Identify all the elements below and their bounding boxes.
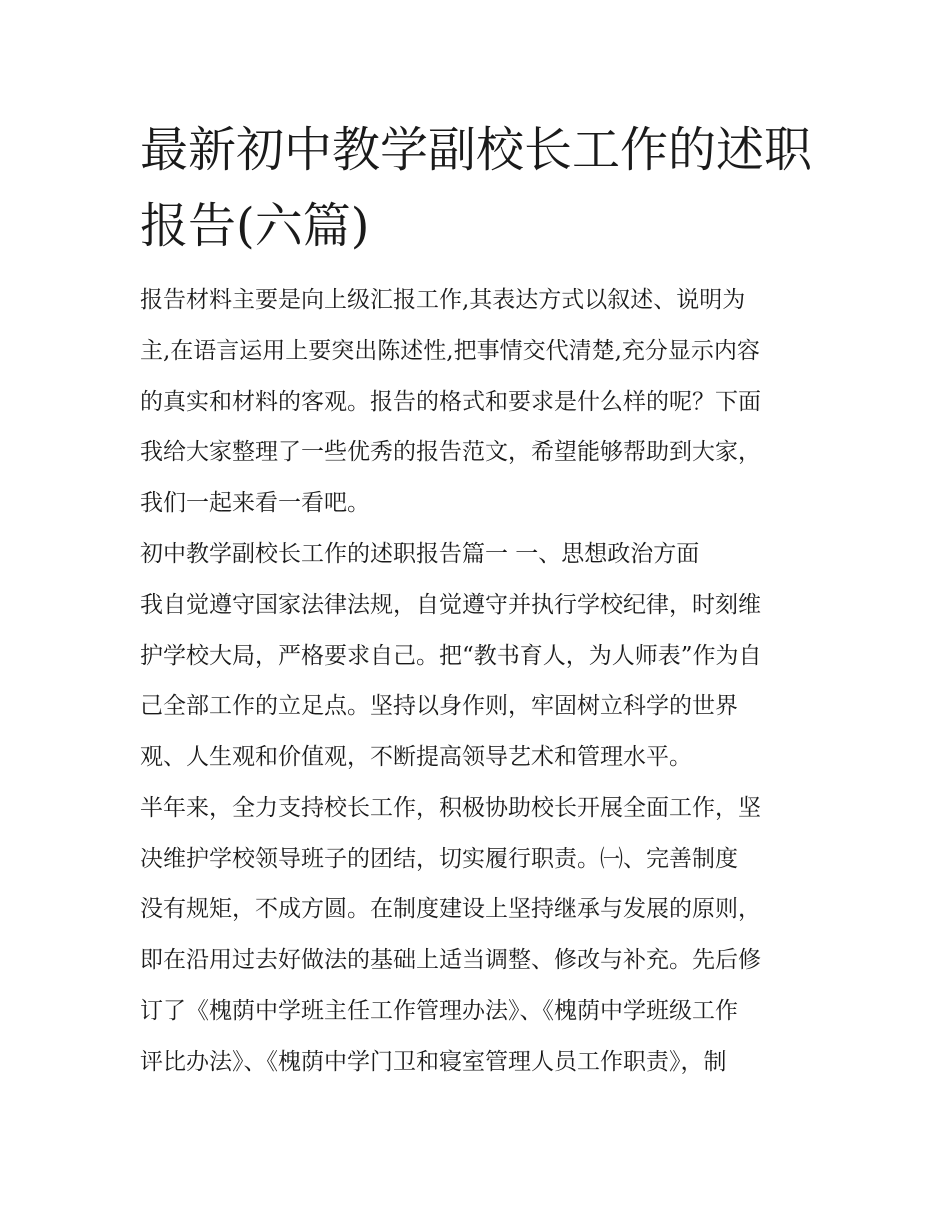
- body-line: 报告材料主要是向上级汇报工作,其表达方式以叙述、说明为: [140, 287, 746, 313]
- body-line: 评比办法》、《槐荫中学门卫和寝室管理人员工作职责》，制: [140, 1049, 727, 1075]
- body-line: 我给大家整理了一些优秀的报告范文，希望能够帮助到大家，: [140, 439, 761, 465]
- body-line: 我们一起来看一看吧。: [140, 490, 370, 516]
- body-line: 护学校大局，严格要求自己。把“教书育人，为人师表”作为自: [140, 643, 762, 669]
- body-line: 即在沿用过去好做法的基础上适当调整、修改与补充。先后修: [140, 947, 761, 973]
- body-line: 观、人生观和价值观，不断提高领导艺术和管理水平。: [140, 744, 692, 770]
- section-heading-line: 初中教学副校长工作的述职报告篇一 一、思想政治方面: [140, 541, 700, 567]
- body-line: 己全部工作的立足点。坚持以身作则，牢固树立科学的世界: [140, 693, 738, 719]
- body-line: 主,在语言运用上要突出陈述性,把事情交代清楚,充分显示内容: [140, 338, 760, 364]
- body-line: 的真实和材料的客观。报告的格式和要求是什么样的呢？下面: [140, 389, 761, 415]
- body-line: 半年来，全力支持校长工作，积极协助校长开展全面工作，坚: [140, 795, 761, 821]
- document-title: 最新初中教学副校长工作的述职报告(六篇): [140, 122, 813, 254]
- body-line: 订了《槐荫中学班主任工作管理办法》、《槐荫中学班级工作: [140, 998, 738, 1024]
- body-line: 我自觉遵守国家法律法规，自觉遵守并执行学校纪律，时刻维: [140, 592, 761, 618]
- body-line: 决维护学校领导班子的团结，切实履行职责。㈠、完善制度: [140, 846, 738, 872]
- document-page: [140, 0, 812, 1229]
- body-line: 没有规矩，不成方圆。在制度建设上坚持继承与发展的原则，: [140, 896, 761, 922]
